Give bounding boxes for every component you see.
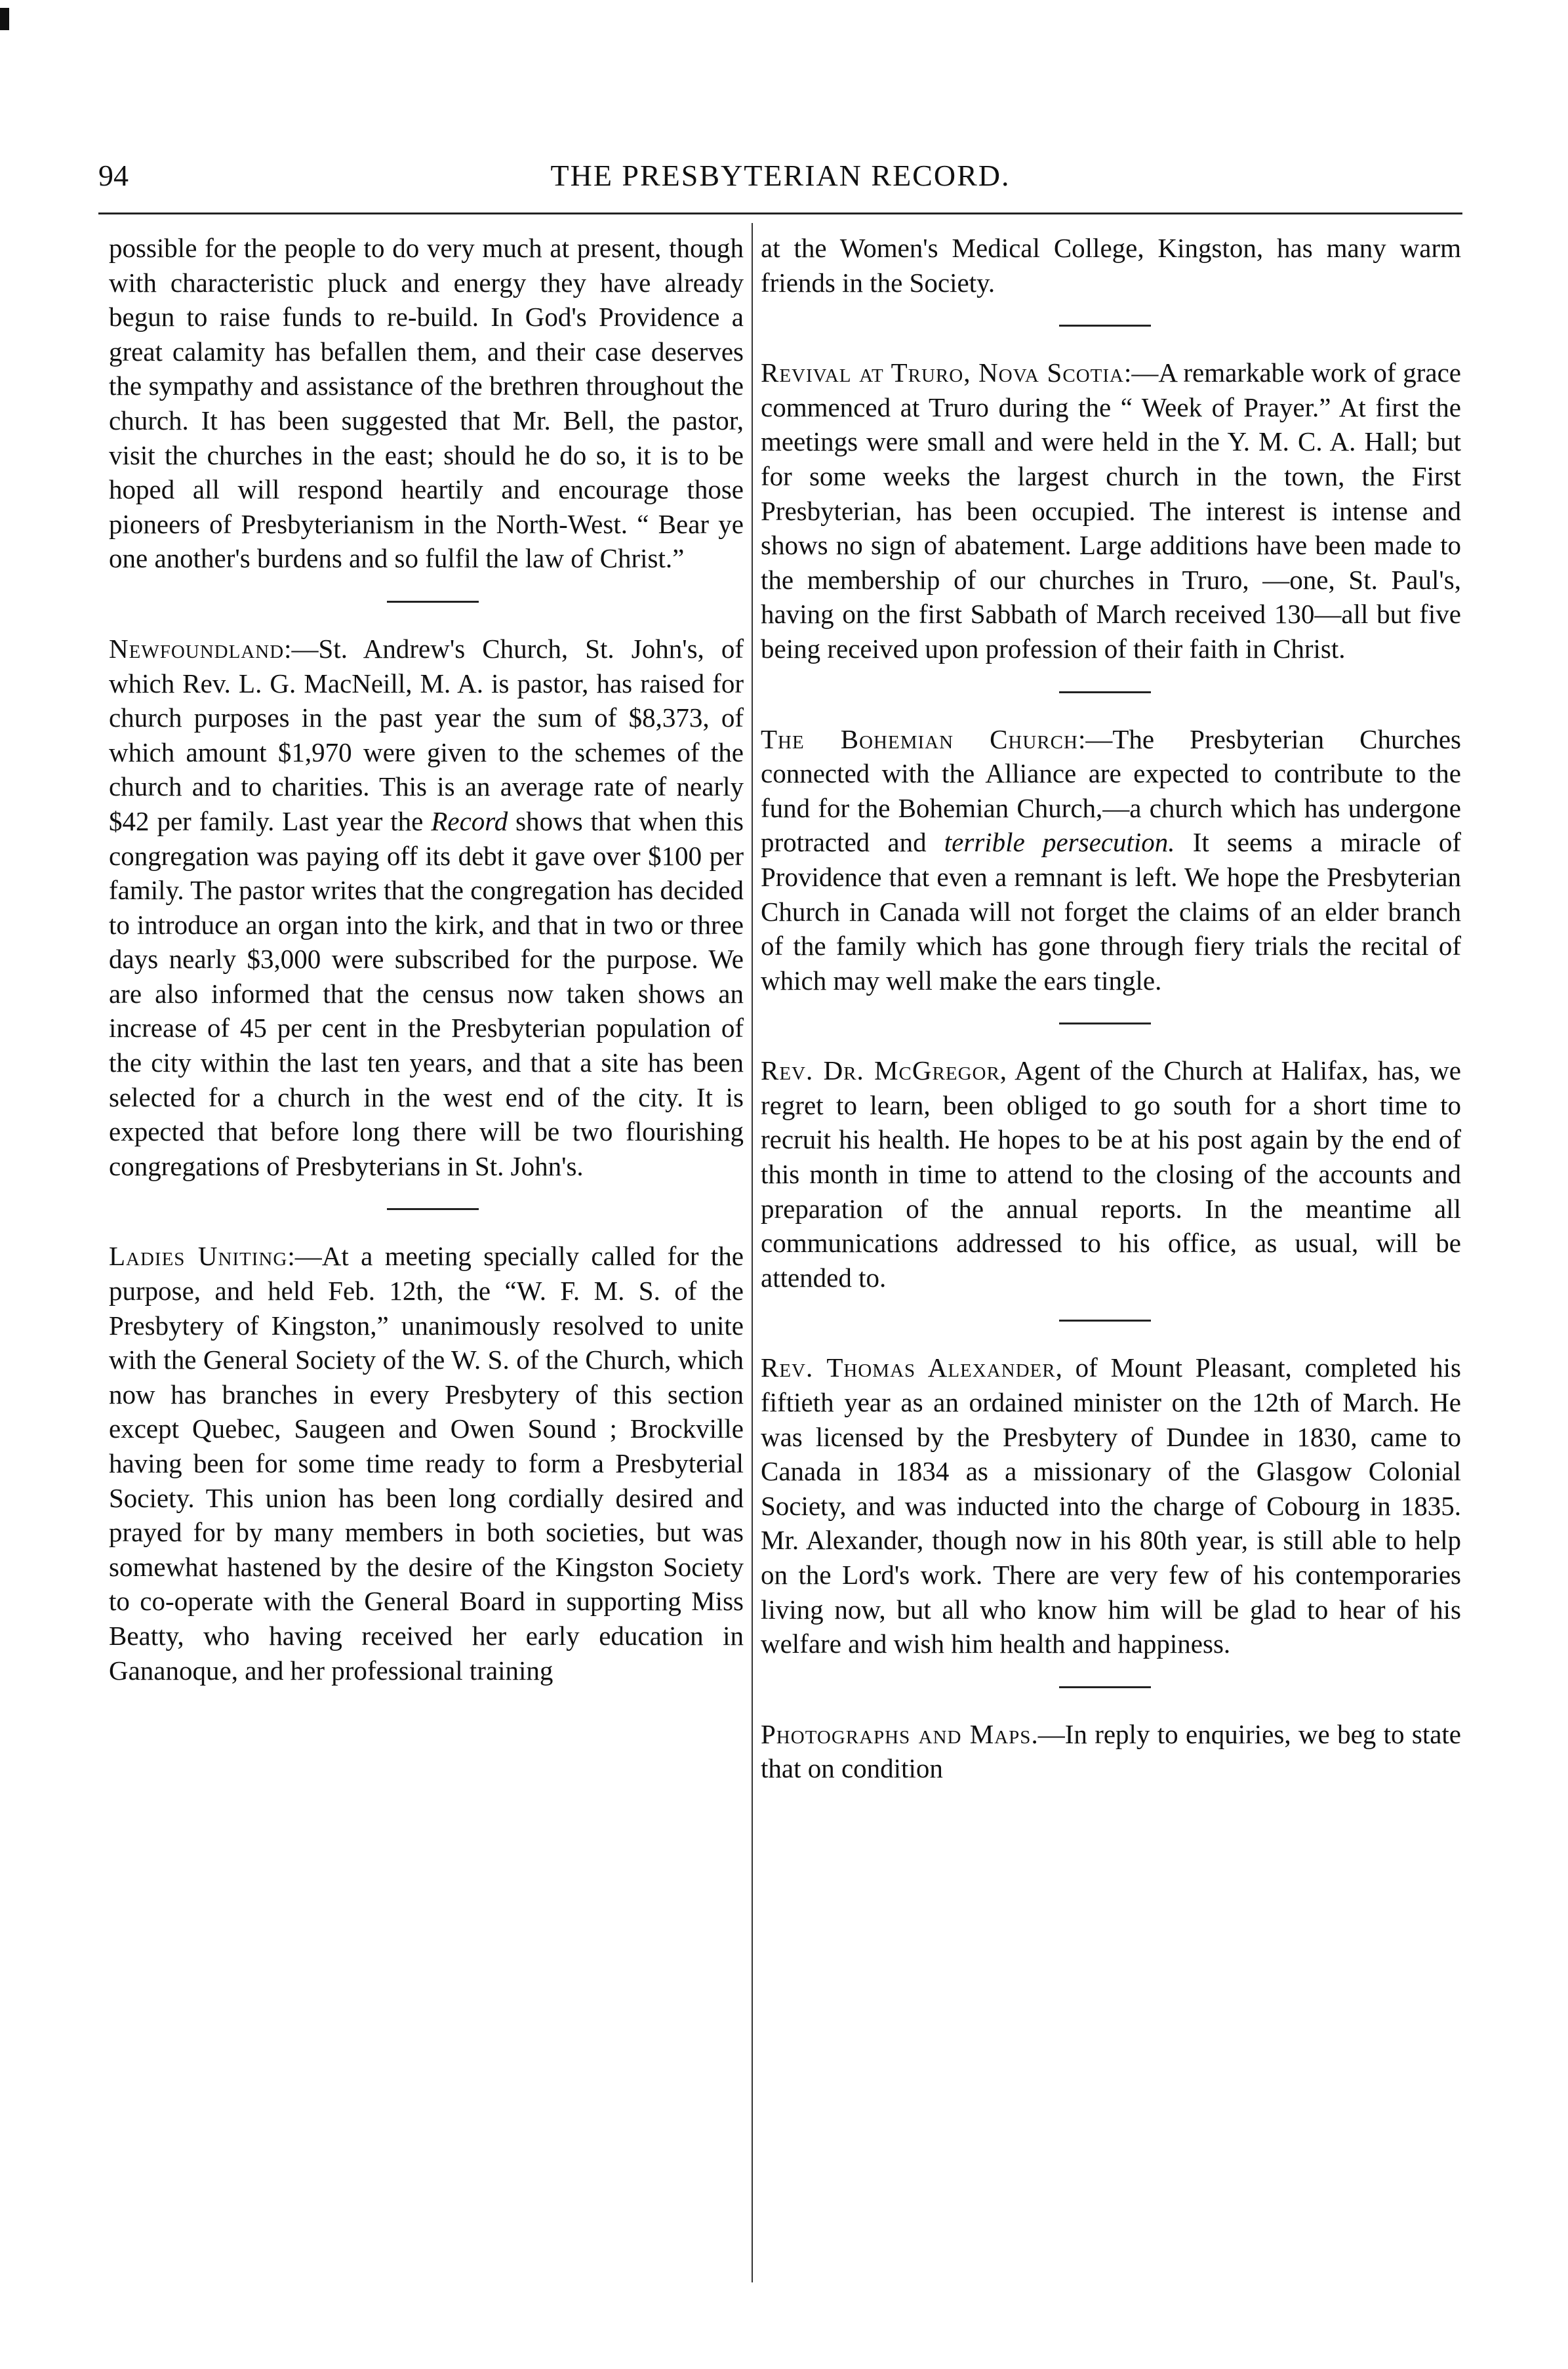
mcgregor-article <box>761 1053 1461 1295</box>
page-header <box>98 150 1462 202</box>
article-body: .—In reply to enquiries, we beg to state that on condition <box>761 1718 1461 1784</box>
right-column <box>761 231 1461 1786</box>
running-title: THE PRESBYTERIAN RECORD. <box>550 159 1011 192</box>
article-heading: Revival at Truro, Nova Scotia <box>761 357 1124 388</box>
column-rule <box>752 223 753 2282</box>
article-body: , Agent of the Church at Halifax, has, we regret to learn, been obliged to go south for a short time to recruit his health. He hopes to be at his post again by the end of this month in time to attend to the closing of the accounts and preparation of the annual reports. In the meantime all communications addressed to his office, as usual, will be attended to. <box>761 1055 1461 1293</box>
section-separator <box>387 601 479 603</box>
section-separator <box>1059 325 1151 327</box>
section-separator <box>1059 691 1151 693</box>
scan-corner-mark <box>0 8 9 30</box>
emphasis-text: terrible persecution. <box>944 827 1175 858</box>
article-body: , of Mount Pleasant, completed his fiftieth year as an ordained minister on the 12th of March. He was licensed by the Presbytery of Dundee in 1830, came to Canada in 1834 as a missionary of the Glasgow Colonial Society, and was inducted into the charge of Cobourg in 1835. Mr. Alexander, though now in his 80th year, is still able to help on the Lord's work. There are very few of his contemporaries living now, but all who know him will be glad to hear of his welfare and wish him health and happiness. <box>761 1352 1461 1659</box>
article-body-rest: It seems a miracle of Providence that even a remnant is left. We hope the Presbyterian Church in Canada will not forget the claims of an elder branch of the family which has gone through fiery trials the recital of which may well make the ears tingle. <box>761 827 1461 996</box>
continuation-paragraph: possible for the people to do very much at present, though with characteristic pluck and energy they have already begun to raise funds to re-build. In God's Providence a great calamity has befallen them, and their case deserves the sympathy and assistance of the brethren throughout the church. It has been suggested that Mr. Bell, the pastor, visit the churches in the east; should he do so, it is to be hoped all will respond heartily and encourage those pioneers of Presbyterianism in the North-West. “ Bear ye one another's burdens and so fulfil the law of Christ.” <box>109 233 744 574</box>
page-number: 94 <box>98 159 129 192</box>
article-heading: The Bohemian Church <box>761 723 1078 754</box>
article-heading: Newfoundland <box>109 633 285 664</box>
article-body: :—St. Andrew's Church, St. John's, of which Rev. L. G. MacNeill, M. A. is pastor, has raised for church purposes in the past year the sum of $8,373, of which amount $1,970 were given to the schemes of the church and to charities. This is an average rate of nearly $42 per family. Last year the <box>109 633 744 836</box>
ladies-uniting-article <box>109 1239 744 1688</box>
section-separator <box>1059 1320 1151 1322</box>
article-body: :—A remarkable work of grace commenced at Truro during the “ Week of Prayer.” At first the meetings were small and were held in the Y. M. C. A. Hall; but for some weeks the largest church in the town, the First Presbyterian, has been occupied. The interest is intense and shows no sign of abatement. Large additions have been made to the membership of our churches in Truro, —one, St. Paul's, having on the first Sabbath of March received 130—all but five being received upon profession of their faith in Christ. <box>761 357 1461 664</box>
section-separator <box>1059 1023 1151 1024</box>
section-separator <box>1059 1686 1151 1688</box>
article-heading: Ladies Uniting <box>109 1241 288 1272</box>
left-column <box>109 231 744 1688</box>
header-rule <box>98 213 1462 214</box>
article-heading: Rev. Dr. McGregor <box>761 1055 1000 1086</box>
article-body: :—At a meeting specially called for the purpose, and held Feb. 12th, the “W. F. M. S. of the Presbytery of Kingston,” unanimously resolved to unite with the General Society of the W. S. of the Church, which now has branches in every Presbytery of this section except Quebec, Saugeen and Owen Sound ; Brockville having been for some time ready to form a Presbyterial Society. This union has been long cordially desired and prayed for by many members in both societies, but was somewhat hastened by the desire of the Kingston Society to co-operate with the General Board in supporting Miss Beatty, who having received her early education in Gananoque, and her professional training <box>109 1241 744 1686</box>
article-heading: Rev. Thomas Alexander <box>761 1352 1056 1383</box>
revival-article <box>761 355 1461 666</box>
continuation-paragraph: at the Women's Medical College, Kingston, has many warm friends in the Society. <box>761 233 1461 298</box>
article-body: :—The Presbyterian Churches connected with the Alliance are expected to contribute to the fund for the Bohemian Church,—a church which has undergone protracted and <box>761 723 1461 858</box>
section-separator <box>387 1208 479 1210</box>
alexander-article <box>761 1350 1461 1661</box>
newfoundland-article <box>109 632 744 1184</box>
article-body-rest: shows that when this congregation was paying off its debt it gave over $100 per family. The pastor writes that the congregation has decided to introduce an organ into the kirk, and that in two or three days nearly $3,000 were subscribed for the purpose. We are also informed that the census now taken shows an increase of 45 per cent in the Presbyterian population of the city within the last ten years, and that a site has been selected for a church in the west end of the city. It is expected that before long there will be two flourishing congregations of Presbyterians in St. John's. <box>109 805 744 1181</box>
record-title: Record <box>431 805 508 836</box>
bohemian-church-article <box>761 722 1461 998</box>
article-heading: Photographs and Maps <box>761 1718 1032 1749</box>
photographs-article <box>761 1717 1461 1786</box>
